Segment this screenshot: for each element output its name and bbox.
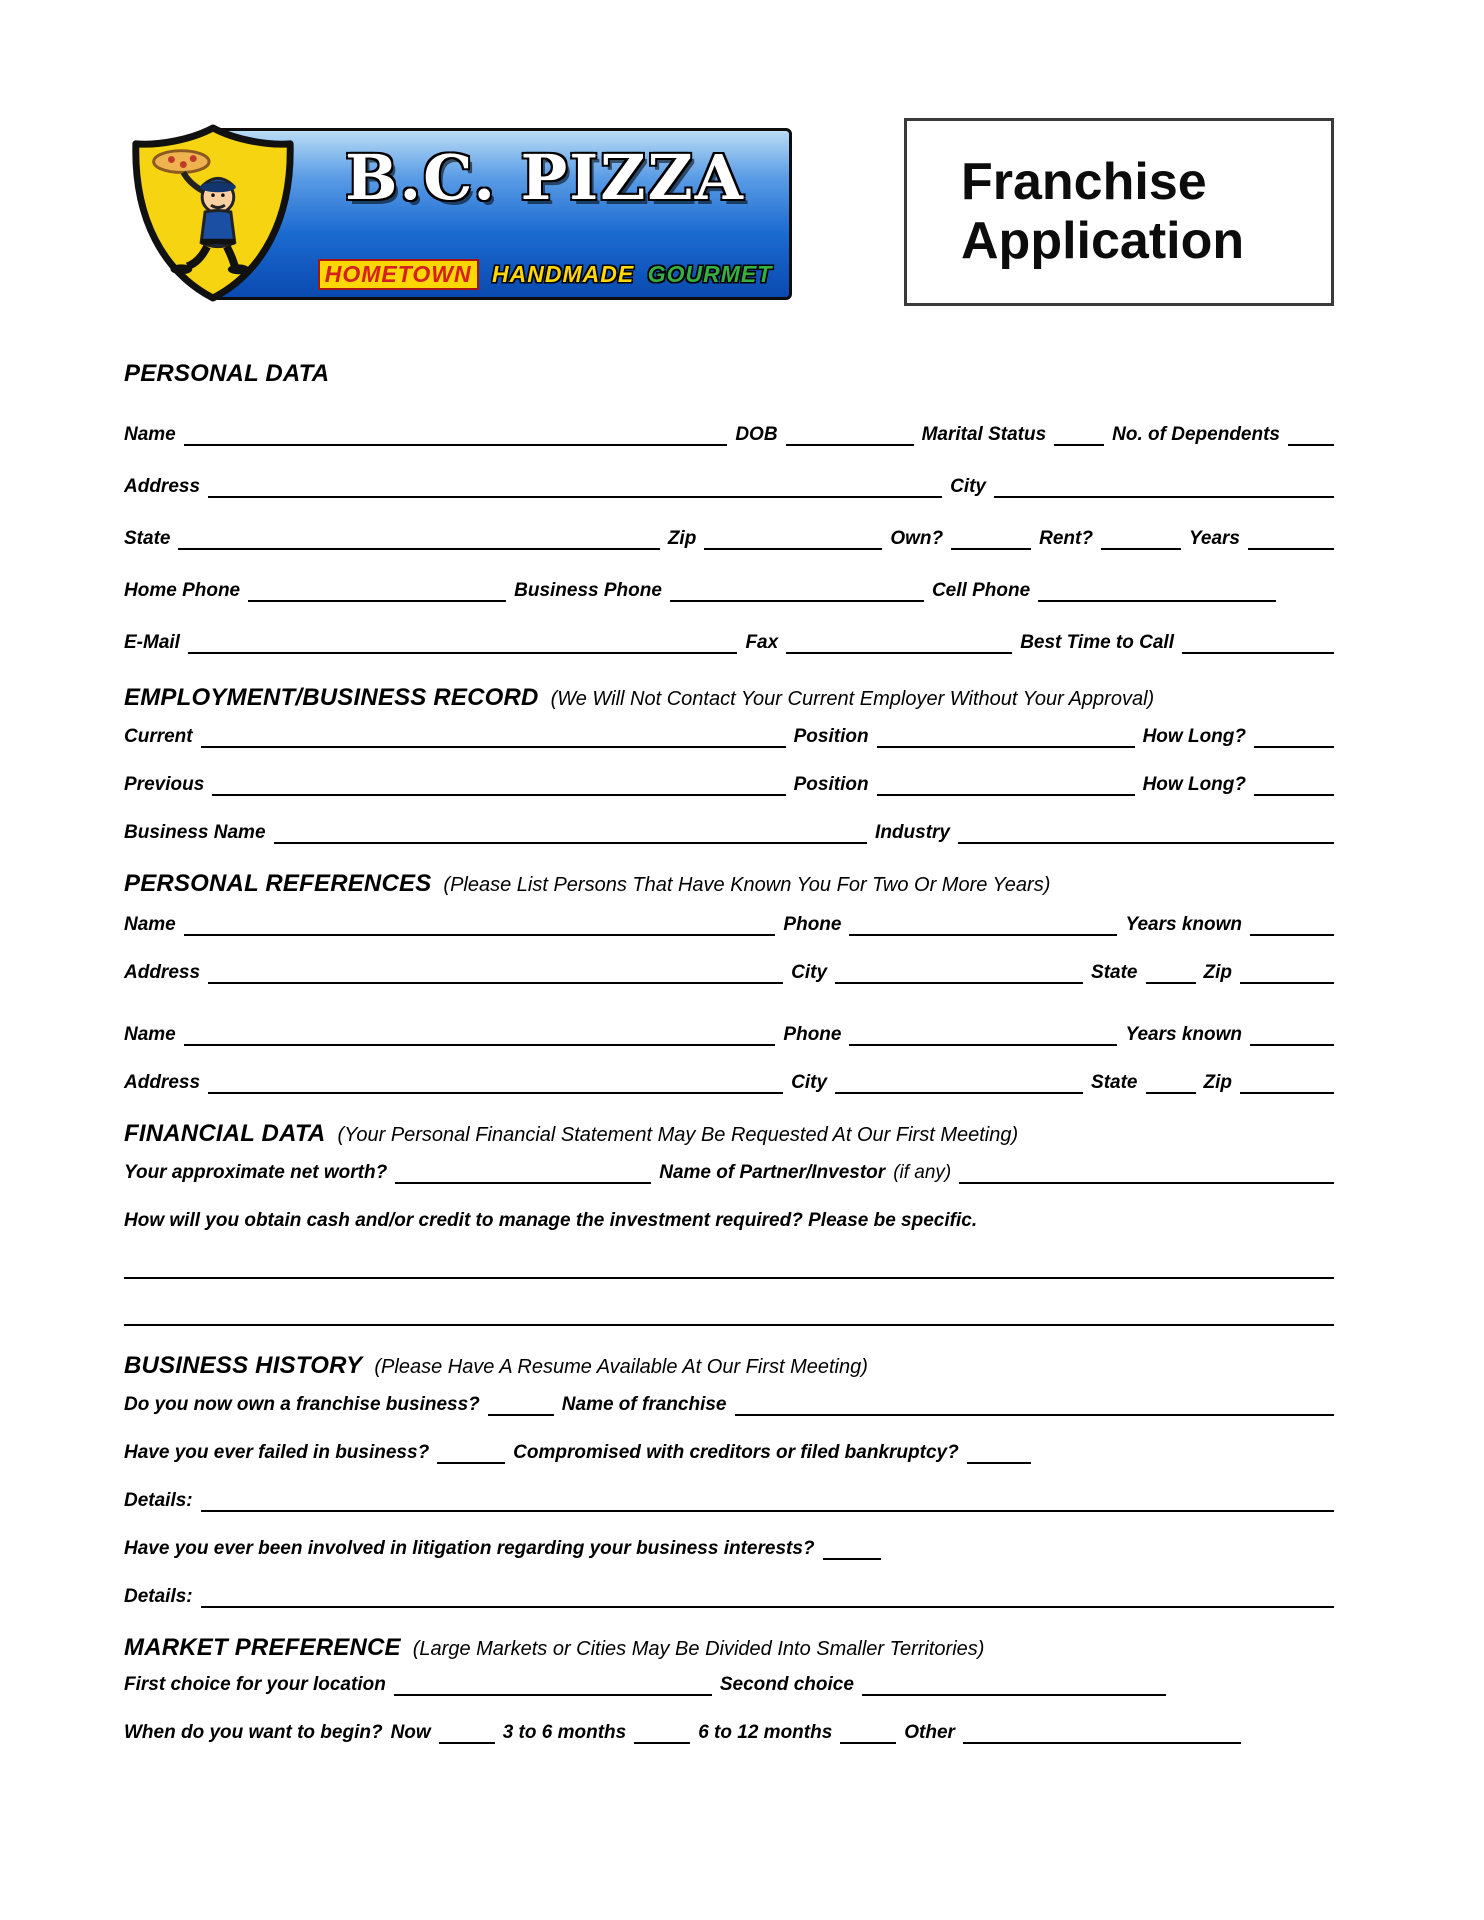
fax-label: Fax (745, 632, 779, 653)
reference1-name-field[interactable] (184, 915, 776, 936)
section-employment-record (124, 684, 1334, 844)
current-how-long-label: How Long? (1142, 726, 1246, 747)
financial-heading: FINANCIAL DATA (124, 1120, 326, 1147)
cell-phone-field[interactable] (1038, 581, 1276, 602)
reference2-row-address (124, 1072, 1334, 1094)
personal-data-heading-row (124, 360, 1334, 388)
logo-tagline-hometown: HOMETOWN (318, 259, 479, 290)
home-phone-field[interactable] (248, 581, 506, 602)
compromised-creditors-label: Compromised with creditors or filed bankruptcy? (513, 1442, 959, 1463)
personal-data-heading: PERSONAL DATA (124, 360, 330, 387)
reference2-state-field[interactable] (1146, 1073, 1196, 1094)
references-heading-row (124, 870, 1334, 898)
logo-tagline-gourmet: GOURMET (647, 260, 773, 287)
failed-business-field[interactable] (437, 1443, 505, 1464)
financial-row-net-worth (124, 1162, 1334, 1184)
email-label: E-Mail (124, 632, 180, 653)
details-2-label: Details: (124, 1586, 193, 1607)
financial-answer-row-2 (124, 1305, 1334, 1326)
reference1-phone-label: Phone (783, 914, 842, 935)
net-worth-field[interactable] (395, 1163, 651, 1184)
form-title-line-1: Franchise (961, 152, 1207, 211)
first-choice-field[interactable] (394, 1675, 712, 1696)
marital-status-field[interactable] (1054, 425, 1104, 446)
first-choice-label: First choice for your location (124, 1674, 386, 1695)
name-field[interactable] (184, 425, 728, 446)
franchise-name-field[interactable] (735, 1395, 1334, 1416)
cash-credit-question: How will you obtain cash and/or credit to manage the investment required? Please be specific. (124, 1210, 978, 1231)
city-field[interactable] (994, 477, 1334, 498)
reference2-address-label: Address (124, 1072, 201, 1093)
begin-now-field[interactable] (439, 1723, 495, 1744)
personal-row-state (124, 528, 1334, 550)
cell-phone-label: Cell Phone (931, 580, 1031, 601)
previous-employer-field[interactable] (212, 775, 785, 796)
employment-note: (We Will Not Contact Your Current Employer Without Your Approval) (550, 688, 1155, 710)
section-business-history (124, 1352, 1334, 1608)
bankruptcy-field[interactable] (967, 1443, 1031, 1464)
market-row-choices (124, 1674, 1334, 1696)
partner-if-any-label: (if any) (893, 1162, 952, 1183)
business-history-heading-row (124, 1352, 1334, 1380)
begin-other-field[interactable] (963, 1723, 1241, 1744)
previous-position-label: Position (793, 774, 869, 795)
cash-credit-answer-line-2[interactable] (124, 1305, 1334, 1326)
begin-6-12-months-field[interactable] (840, 1723, 896, 1744)
best-time-label: Best Time to Call (1020, 632, 1174, 653)
begin-3-6-months-label: 3 to 6 months (502, 1722, 627, 1743)
reference1-address-field[interactable] (208, 963, 783, 984)
reference2-city-label: City (791, 1072, 828, 1093)
logo-tagline (311, 258, 779, 290)
bc-pizza-logo (124, 118, 792, 306)
state-label: State (124, 528, 171, 549)
partner-investor-label: Name of Partner/Investor (659, 1162, 886, 1183)
reference1-years-known-field[interactable] (1250, 915, 1334, 936)
details-2-field[interactable] (201, 1587, 1334, 1608)
reference2-name-label: Name (124, 1024, 176, 1045)
personal-row-phones (124, 580, 1334, 602)
personal-row-name (124, 424, 1334, 446)
reference2-address-field[interactable] (208, 1073, 783, 1094)
previous-employer-label: Previous (124, 774, 205, 795)
history-row-own-franchise (124, 1394, 1334, 1416)
section-personal-data (124, 360, 1334, 654)
logo-tagline-handmade: HANDMADE (492, 260, 635, 287)
reference1-row-address (124, 962, 1334, 984)
employment-heading-row (124, 684, 1334, 712)
home-phone-label: Home Phone (124, 580, 241, 601)
reference2-zip-label: Zip (1203, 1072, 1232, 1093)
section-market-preference (124, 1634, 1334, 1744)
business-phone-label: Business Phone (514, 580, 662, 601)
financial-answer-row-1 (124, 1258, 1334, 1279)
industry-label: Industry (875, 822, 950, 843)
email-field[interactable] (188, 633, 737, 654)
logo-brand-text: B.C. PIZZA (345, 141, 745, 214)
reference1-state-field[interactable] (1146, 963, 1196, 984)
industry-field[interactable] (958, 823, 1334, 844)
own-franchise-field[interactable] (488, 1395, 554, 1416)
reference1-zip-field[interactable] (1240, 963, 1334, 984)
own-label: Own? (890, 528, 944, 549)
previous-how-long-field[interactable] (1254, 775, 1334, 796)
reference1-years-known-label: Years known (1125, 914, 1242, 935)
address-label: Address (124, 476, 201, 497)
cash-credit-answer-line-1[interactable] (124, 1258, 1334, 1279)
reference1-zip-label: Zip (1203, 962, 1232, 983)
market-row-begin (124, 1722, 1334, 1744)
market-preference-heading: MARKET PREFERENCE (124, 1634, 401, 1661)
references-heading: PERSONAL REFERENCES (124, 870, 432, 897)
franchise-name-label: Name of franchise (561, 1394, 727, 1415)
employment-heading: EMPLOYMENT/BUSINESS RECORD (124, 684, 539, 711)
reference1-city-label: City (791, 962, 828, 983)
address-field[interactable] (208, 477, 942, 498)
current-employer-label: Current (124, 726, 193, 747)
reference2-phone-field[interactable] (849, 1025, 1117, 1046)
net-worth-label: Your approximate net worth? (124, 1162, 388, 1183)
begin-6-12-months-label: 6 to 12 months (698, 1722, 833, 1743)
financial-heading-row (124, 1120, 1334, 1148)
reference1-city-field[interactable] (835, 963, 1083, 984)
history-row-failed (124, 1442, 1334, 1464)
reference2-state-label: State (1091, 1072, 1138, 1093)
current-position-label: Position (793, 726, 869, 747)
pizza-chef-mascot-icon (124, 118, 302, 306)
employment-row-previous (124, 774, 1334, 796)
second-choice-field[interactable] (862, 1675, 1166, 1696)
own-franchise-label: Do you now own a franchise business? (124, 1394, 480, 1415)
zip-label: Zip (667, 528, 697, 549)
name-label: Name (124, 424, 176, 445)
reference2-city-field[interactable] (835, 1073, 1083, 1094)
reference1-row-name (124, 914, 1334, 936)
years-field[interactable] (1248, 529, 1334, 550)
fax-field[interactable] (786, 633, 1012, 654)
form-title-line-2: Application (961, 212, 1245, 270)
current-employer-field[interactable] (201, 727, 786, 748)
reference2-years-known-field[interactable] (1250, 1025, 1334, 1046)
reference2-zip-field[interactable] (1240, 1073, 1334, 1094)
history-row-litigation (124, 1538, 1334, 1560)
dependents-field[interactable] (1288, 425, 1334, 446)
years-label: Years (1188, 528, 1240, 549)
current-how-long-field[interactable] (1254, 727, 1334, 748)
employment-row-business (124, 822, 1334, 844)
section-personal-references (124, 870, 1334, 1094)
reference2-row-name (124, 1024, 1334, 1046)
reference-group-spacer (124, 1010, 1334, 1024)
employment-row-current (124, 726, 1334, 748)
partner-investor-field[interactable] (959, 1163, 1334, 1184)
begin-3-6-months-field[interactable] (634, 1723, 690, 1744)
second-choice-label: Second choice (719, 1674, 854, 1695)
litigation-label: Have you ever been involved in litigation regarding your business interests? (124, 1538, 815, 1559)
reference1-name-label: Name (124, 914, 176, 935)
city-label: City (950, 476, 986, 497)
own-field[interactable] (951, 529, 1031, 550)
zip-field[interactable] (704, 529, 882, 550)
reference2-phone-label: Phone (783, 1024, 842, 1045)
marital-status-label: Marital Status (921, 424, 1047, 445)
personal-row-email (124, 632, 1334, 654)
business-phone-field[interactable] (670, 581, 924, 602)
previous-position-field[interactable] (877, 775, 1135, 796)
references-note: (Please List Persons That Have Known You For Two Or More Years) (443, 874, 1051, 896)
dob-field[interactable] (786, 425, 914, 446)
dependents-label: No. of Dependents (1112, 424, 1280, 445)
market-preference-note: (Large Markets or Cities May Be Divided Into Smaller Territories) (412, 1638, 985, 1660)
business-name-label: Business Name (124, 822, 266, 843)
business-history-heading: BUSINESS HISTORY (124, 1352, 363, 1379)
litigation-field[interactable] (823, 1539, 881, 1560)
begin-now-label: Now (390, 1722, 431, 1743)
market-heading-row (124, 1634, 1334, 1662)
reference2-name-field[interactable] (184, 1025, 776, 1046)
rent-field[interactable] (1101, 529, 1181, 550)
section-financial-data (124, 1120, 1334, 1326)
reference1-address-label: Address (124, 962, 201, 983)
dob-label: DOB (735, 424, 778, 445)
state-field[interactable] (178, 529, 659, 550)
rent-label: Rent? (1039, 528, 1093, 549)
page-header (124, 118, 1334, 306)
financial-note: (Your Personal Financial Statement May Be Requested At Our First Meeting) (337, 1124, 1019, 1146)
business-name-field[interactable] (274, 823, 868, 844)
business-history-note: (Please Have A Resume Available At Our First Meeting) (374, 1356, 868, 1378)
details-1-label: Details: (124, 1490, 193, 1511)
reference1-state-label: State (1091, 962, 1138, 983)
franchise-application-title-box (904, 118, 1334, 306)
begin-other-label: Other (904, 1722, 955, 1743)
history-row-details-2 (124, 1586, 1334, 1608)
when-begin-label: When do you want to begin? (124, 1722, 383, 1743)
details-1-field[interactable] (201, 1491, 1334, 1512)
previous-how-long-label: How Long? (1142, 774, 1246, 795)
failed-business-label: Have you ever failed in business? (124, 1442, 430, 1463)
reference2-years-known-label: Years known (1125, 1024, 1242, 1045)
current-position-field[interactable] (877, 727, 1135, 748)
personal-row-address (124, 476, 1334, 498)
history-row-details-1 (124, 1490, 1334, 1512)
best-time-to-call-field[interactable] (1182, 633, 1334, 654)
reference1-phone-field[interactable] (849, 915, 1117, 936)
